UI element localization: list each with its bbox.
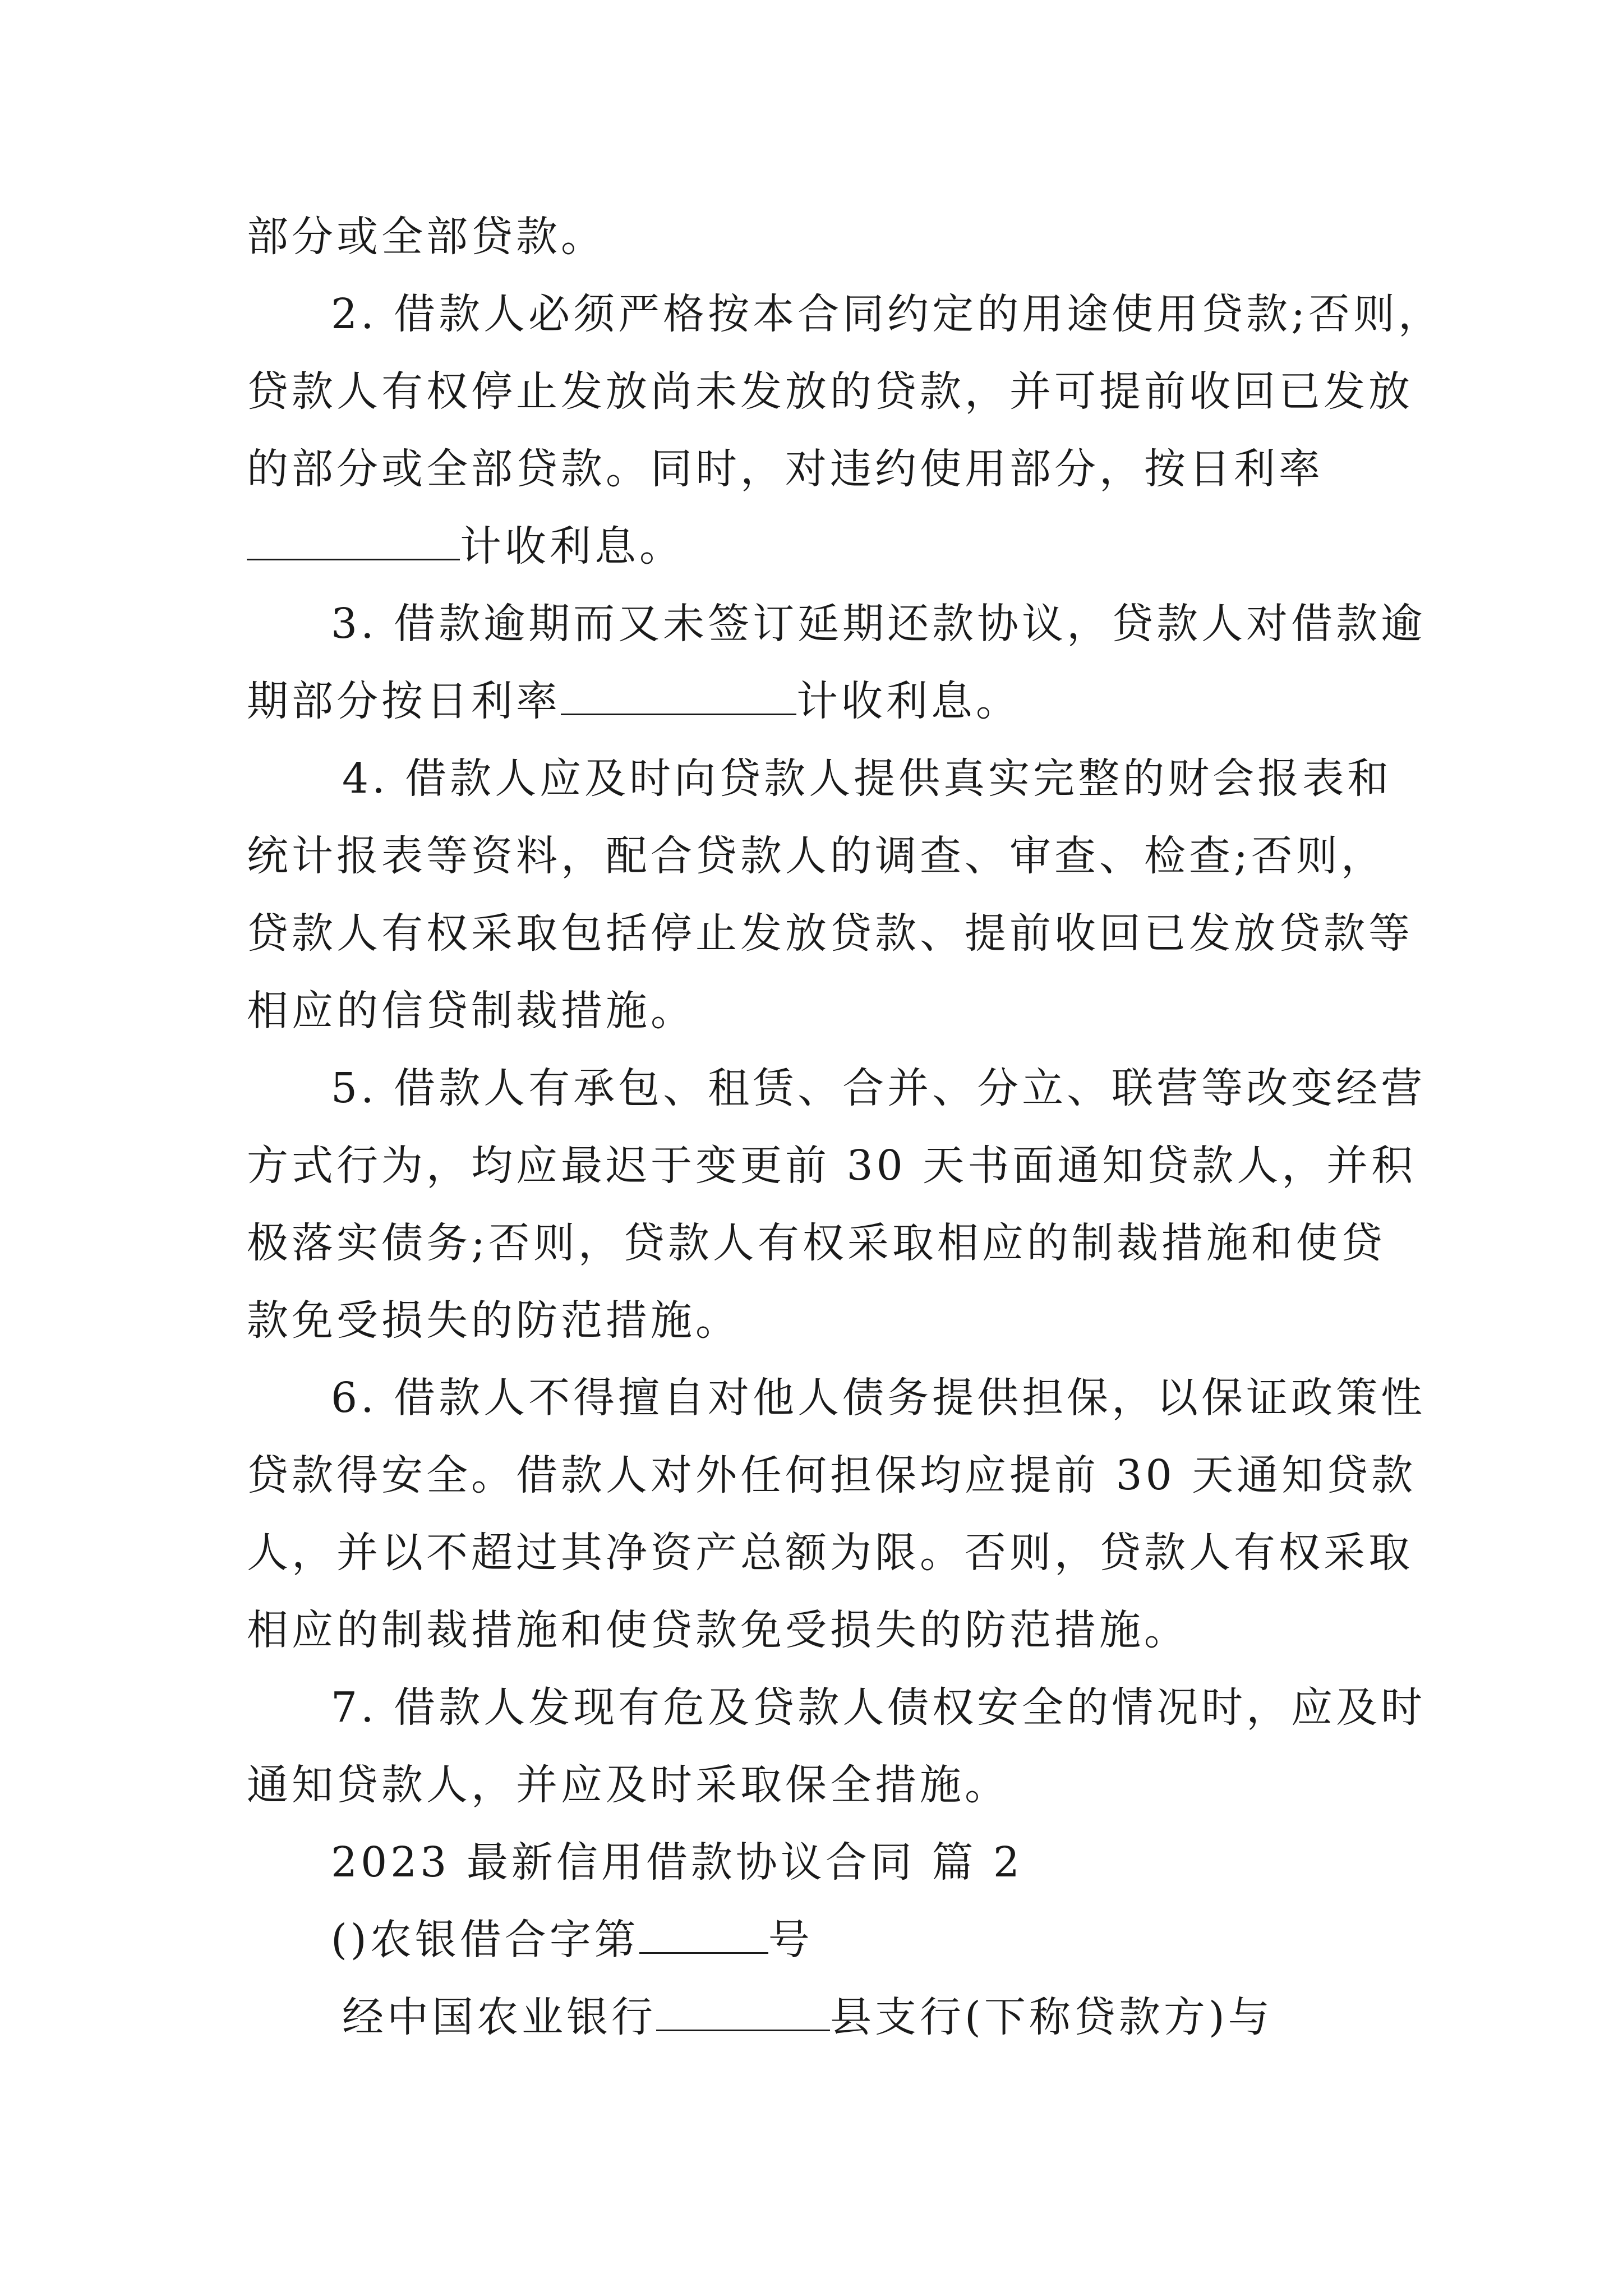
text-line-1 (247, 203, 1385, 270)
line-text: 相应的制裁措施和使贷款免受损失的防范措施。 (247, 1606, 1189, 1654)
clause-5-line-4 (247, 1287, 1385, 1354)
clause-6-line-1 (331, 1364, 1469, 1432)
line-text: 经中国农业银行 (342, 1993, 656, 2041)
clause-6-line-4 (247, 1596, 1385, 1664)
clause-2-line-3 (247, 435, 1385, 503)
clause-5-line-1 (331, 1055, 1469, 1122)
clause-7-line-1 (331, 1674, 1469, 1741)
blank-field (656, 1990, 830, 2031)
line-text: 人，并以不超过其净资产总额为限。否则，贷款人有权采取 (247, 1529, 1413, 1577)
blank-field (247, 519, 460, 560)
clause-7-line-2 (247, 1751, 1385, 1819)
line-text: 5. 借款人有承包、租赁、合并、分立、联营等改变经营 (331, 1064, 1426, 1112)
line-text: 贷款人有权停止发放尚未发放的贷款，并可提前收回已发放 (247, 367, 1413, 416)
section-heading (331, 1829, 1469, 1896)
contract-number-line (331, 1906, 1469, 1973)
clause-5-line-2 (247, 1132, 1417, 1199)
line-text: 7. 借款人发现有危及贷款人债权安全的情况时，应及时 (331, 1683, 1426, 1732)
clause-6-line-3 (247, 1519, 1413, 1586)
clause-6-line-2 (247, 1442, 1417, 1509)
contract-intro-line (342, 1984, 1481, 2051)
clause-4-line-3 (247, 900, 1413, 967)
line-text: 统计报表等资料，配合贷款人的调查、审查、检查;否则， (247, 832, 1386, 880)
line-text: 县支行(下称贷款方)与 (830, 1993, 1273, 2041)
line-text: 期部分按日利率 (247, 677, 561, 725)
blank-field (561, 674, 796, 715)
clause-2-line-1 (331, 280, 1469, 348)
clause-2-line-2 (247, 358, 1413, 425)
clause-4-line-4 (247, 977, 1385, 1045)
clause-5-line-3 (247, 1209, 1385, 1277)
line-text: 相应的信贷制裁措施。 (247, 987, 695, 1035)
line-text: 贷款人有权采取包括停止发放贷款、提前收回已发放贷款等 (247, 909, 1413, 958)
line-text: 计收利息。 (460, 522, 684, 570)
line-text: 的部分或全部贷款。同时，对违约使用部分，按日利率 (247, 445, 1324, 493)
line-text: 4. 借款人应及时向贷款人提供真实完整的财会报表和 (342, 754, 1393, 803)
line-text: 2. 借款人必须严格按本合同约定的用途使用贷款;否则， (331, 290, 1444, 338)
line-text: 通知贷款人，并应及时采取保全措施。 (247, 1761, 1009, 1809)
line-text: 款免受损失的防范措施。 (247, 1296, 740, 1345)
clause-3-line-2 (247, 668, 1385, 735)
clause-3-line-1 (331, 590, 1469, 657)
line-text: 6. 借款人不得擅自对他人债务提供担保，以保证政策性 (331, 1374, 1426, 1422)
line-text: 方式行为，均应最迟于变更前 30 天书面通知贷款人，并积 (247, 1142, 1417, 1190)
clause-4-line-1 (342, 745, 1481, 812)
line-text: 号 (768, 1916, 813, 1964)
line-text: 3. 借款逾期而又未签订延期还款协议，贷款人对借款逾 (331, 600, 1426, 648)
clause-4-line-2 (247, 822, 1385, 890)
blank-field (639, 1913, 768, 1954)
line-text: 部分或全部贷款。 (247, 213, 606, 261)
line-text: 计收利息。 (796, 677, 1021, 725)
heading-text: 2023 最新信用借款协议合同 篇 2 (331, 1838, 1023, 1887)
line-text: 极落实债务;否则，贷款人有权采取相应的制裁措施和使贷 (247, 1219, 1386, 1267)
line-text: 贷款得安全。借款人对外任何担保均应提前 30 天通知贷款 (247, 1451, 1417, 1499)
clause-2-line-4 (247, 513, 1385, 580)
line-text: ()农银借合字第 (331, 1916, 639, 1964)
